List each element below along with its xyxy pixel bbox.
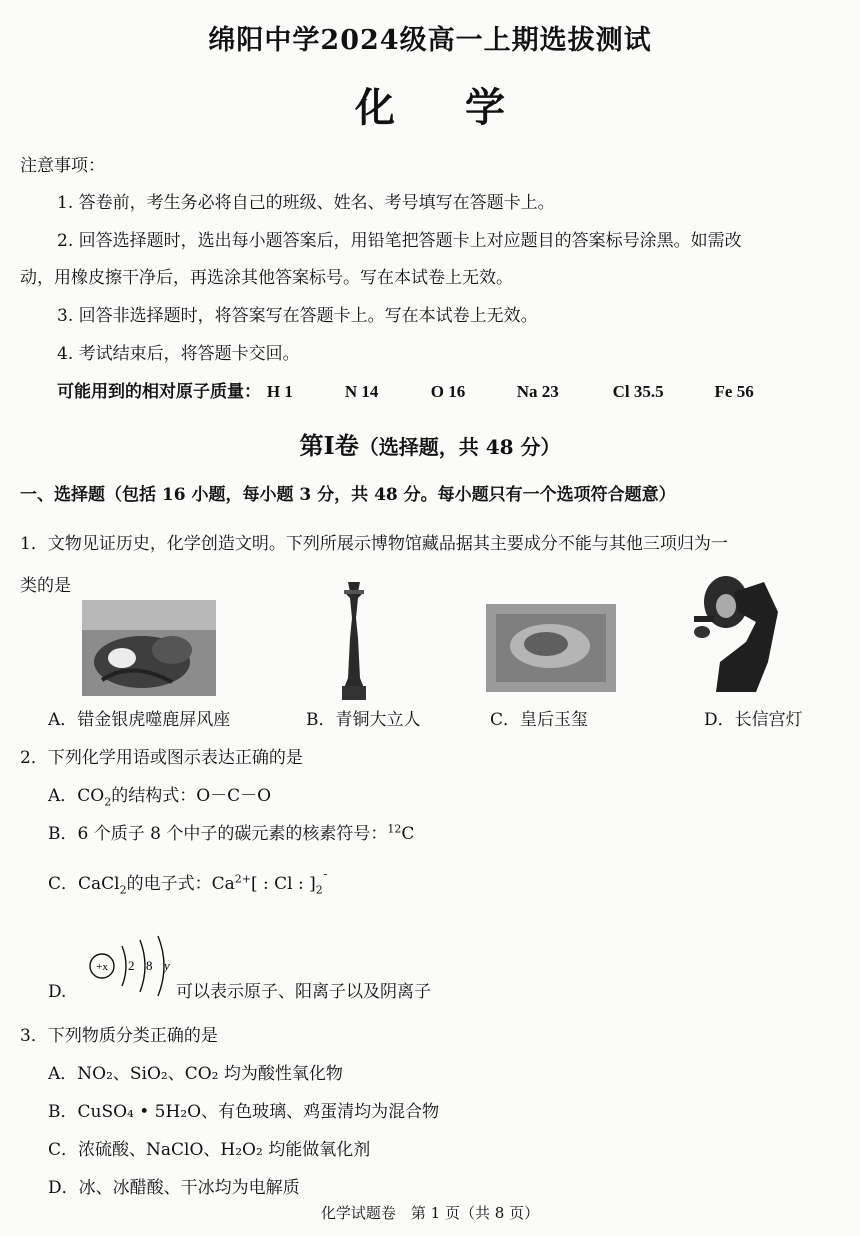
- q1-stem-line1: 1．文物见证历史，化学创造文明。下列所展示博物馆藏品据其主要成分不能与其他三项归为一: [20, 534, 728, 554]
- svg-text:y: y: [164, 958, 170, 973]
- q3-option-b: B．CuSO₄ • 5H₂O、有色玻璃、鸡蛋清均为混合物: [48, 1102, 440, 1122]
- exam-title: 绵阳中学2024级高一上期选拔测试: [208, 25, 652, 56]
- q1-image-changxin-lamp: [686, 572, 786, 698]
- q2-option-c: C．CaCl$_2$的电子式：$Ca^{2+}$[ : Cl : ]$_2^¯$: [48, 872, 329, 897]
- q1-option-a: A．错金银虎噬鹿屏风座: [48, 710, 231, 730]
- atomic-mass-label: 可能用到的相对原子质量：: [57, 382, 261, 402]
- q2-atom-structure-diagram: [84, 928, 174, 1000]
- q1-option-b: B．青铜大立人: [306, 710, 421, 730]
- svg-text:8: 8: [146, 958, 153, 973]
- notice-item-1: 1. 答卷前，考生务必将自己的班级、姓名、考号填写在答题卡上。: [57, 193, 555, 213]
- atomic-mass-h: H 1: [266, 382, 293, 401]
- atomic-mass-n: N 14: [344, 382, 379, 401]
- notice-heading: 注意事项：: [20, 156, 105, 176]
- q3-option-c: C．浓硫酸、NaClO、H₂O₂ 均能做氧化剂: [48, 1140, 371, 1160]
- notice-item-2-cont: 动，用橡皮擦干净后，再选涂其他答案标号。写在本试卷上无效。: [20, 268, 513, 288]
- atomic-mass-na: Na 23: [516, 382, 559, 401]
- section-title: [0, 426, 860, 461]
- part-heading: 一、选择题（包括 16 小题，每小题 3 分，共 48 分。每小题只有一个选项符合题意）: [20, 485, 676, 505]
- svg-text:+x: +x: [96, 961, 108, 973]
- notice-item-4: 4. 考试结束后，将答题卡交回。: [57, 344, 300, 364]
- q2-option-b: B．6 个质子 8 个中子的碳元素的核素符号：$^{12}$C: [48, 822, 415, 844]
- q2-option-d-label: D.: [48, 982, 67, 1002]
- atomic-mass-fe: Fe 56: [714, 382, 754, 401]
- q1-image-empress-seal: [486, 604, 616, 692]
- q3-stem: 3．下列物质分类正确的是: [20, 1026, 218, 1046]
- atomic-mass-o: O 16: [430, 382, 466, 401]
- notice-item-2: 2. 回答选择题时，选出每小题答案后，用铅笔把答题卡上对应题目的答案标号涂黑。如需改: [57, 231, 742, 251]
- atomic-mass-line: [57, 380, 754, 404]
- svg-text:2: 2: [128, 958, 135, 973]
- q3-option-d: D．冰、冰醋酸、干冰均为电解质: [48, 1178, 300, 1198]
- atomic-mass-cl: Cl 35.5: [612, 382, 664, 401]
- section-label: 第Ⅰ卷: [299, 431, 359, 460]
- page-footer: 化学试题卷 第 1 页（共 8 页）: [320, 1204, 540, 1222]
- notice-item-3: 3. 回答非选择题时，将答案写在答题卡上。写在本试卷上无效。: [57, 306, 538, 326]
- q1-option-d: D．长信宫灯: [704, 710, 803, 730]
- q1-stem-line2: 类的是: [20, 576, 71, 596]
- q2-option-d-text: 可以表示原子、阳离子以及阴离子: [176, 982, 431, 1002]
- q1-option-c: C．皇后玉玺: [490, 710, 589, 730]
- q3-option-a: A．NO₂、SiO₂、CO₂ 均为酸性氧化物: [48, 1064, 343, 1084]
- q2-stem: 2．下列化学用语或图示表达正确的是: [20, 748, 303, 768]
- section-subtitle: （选择题，共 48 分）: [358, 435, 561, 459]
- q2-option-a: A．$CO_2$的结构式：O－C－O: [48, 786, 272, 809]
- q1-image-tiger-screen-base: [82, 600, 216, 696]
- subject-title: 化学: [355, 84, 575, 131]
- q1-image-bronze-figure: [334, 578, 374, 702]
